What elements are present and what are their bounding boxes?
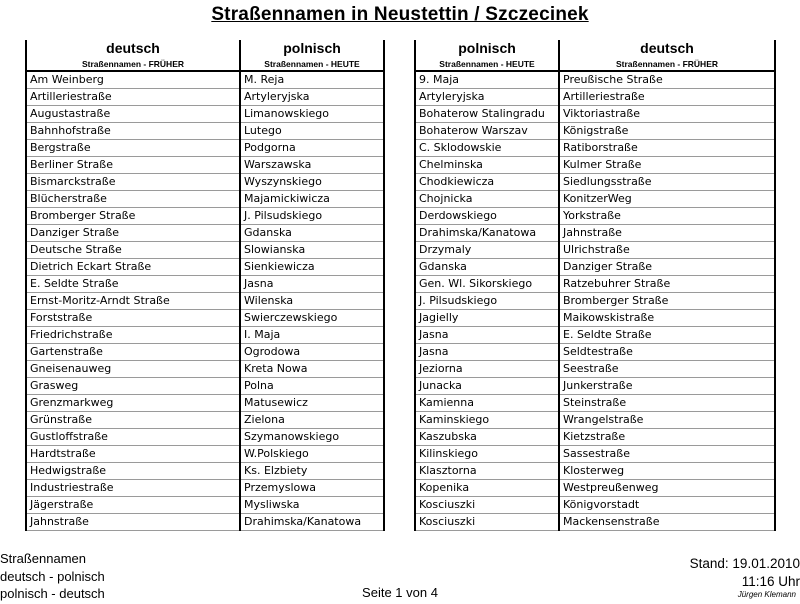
table-cell: Gartenstraße — [26, 344, 240, 361]
table-cell: Bromberger Straße — [26, 208, 240, 225]
table-cell: Wyszynskiego — [240, 174, 384, 191]
table-cell: Preußische Straße — [559, 71, 775, 89]
table-row — [26, 293, 384, 310]
table-cell: Derdowskiego — [415, 208, 559, 225]
table-row — [26, 480, 384, 497]
table-cell: Gdanska — [415, 259, 559, 276]
table-row — [26, 412, 384, 429]
table-cell: Kosciuszki — [415, 497, 559, 514]
table-cell: Drahimska/Kanatowa — [240, 514, 384, 531]
table-cell: Bohaterow Stalingradu — [415, 106, 559, 123]
table-cell: Artyleryjska — [415, 89, 559, 106]
table-row — [415, 276, 775, 293]
table-cell: Mysliwska — [240, 497, 384, 514]
table-row — [415, 480, 775, 497]
table-row — [415, 106, 775, 123]
right-street-table — [414, 40, 776, 531]
table-cell: Klasztorna — [415, 463, 559, 480]
table-row — [415, 174, 775, 191]
table-cell: Kopenika — [415, 480, 559, 497]
table-cell: Gdanska — [240, 225, 384, 242]
table-cell: Warszawska — [240, 157, 384, 174]
table-row — [415, 71, 775, 89]
table-cell: Ulrichstraße — [559, 242, 775, 259]
table-cell: W.Polskiego — [240, 446, 384, 463]
table-cell: Podgorna — [240, 140, 384, 157]
table-cell: Chodkiewicza — [415, 174, 559, 191]
left-street-table — [25, 40, 385, 531]
table-cell: Majamickiwicza — [240, 191, 384, 208]
table-cell: Danziger Straße — [26, 225, 240, 242]
table-cell: Limanowskiego — [240, 106, 384, 123]
table-row — [415, 225, 775, 242]
table-cell: J. Pilsudskiego — [415, 293, 559, 310]
table-cell: Wilenska — [240, 293, 384, 310]
table-cell: Ratiborstraße — [559, 140, 775, 157]
table-cell: Bismarckstraße — [26, 174, 240, 191]
table-cell: Hardtstraße — [26, 446, 240, 463]
table-row — [26, 157, 384, 174]
table-cell: Jasna — [415, 327, 559, 344]
table-cell: Artyleryjska — [240, 89, 384, 106]
table-cell: Jasna — [240, 276, 384, 293]
table-row — [415, 157, 775, 174]
table-row — [26, 395, 384, 412]
table-row — [415, 412, 775, 429]
table-cell: Jagielly — [415, 310, 559, 327]
table-cell: Yorkstraße — [559, 208, 775, 225]
table-cell: C. Sklodowskie — [415, 140, 559, 157]
table-cell: Ks. Elzbiety — [240, 463, 384, 480]
table-row — [415, 327, 775, 344]
table-cell: Königvorstadt — [559, 497, 775, 514]
table-row — [415, 123, 775, 140]
table-row — [26, 327, 384, 344]
table-subheader-row — [415, 57, 775, 71]
column-subheader-frueher: Straßennamen - FRÜHER — [26, 57, 240, 71]
table-cell: Kulmer Straße — [559, 157, 775, 174]
stand-time: 11:16 Uhr — [741, 574, 800, 589]
table-cell: Danziger Straße — [559, 259, 775, 276]
table-row — [415, 89, 775, 106]
table-cell: Augustastraße — [26, 106, 240, 123]
stand-date: Stand: 19.01.2010 — [689, 556, 800, 571]
table-cell: KonitzerWeg — [559, 191, 775, 208]
table-cell: J. Pilsudskiego — [240, 208, 384, 225]
table-row — [26, 446, 384, 463]
table-cell: Jeziorna — [415, 361, 559, 378]
table-row — [415, 344, 775, 361]
table-row — [26, 344, 384, 361]
column-subheader-heute: Straßennamen - HEUTE — [240, 57, 384, 71]
table-cell: Seldtestraße — [559, 344, 775, 361]
table-row — [415, 242, 775, 259]
left-table-body — [26, 71, 384, 531]
footer-label-line1: Straßennamen — [0, 551, 86, 566]
column-header-deutsch: deutsch — [26, 40, 240, 57]
table-cell: Bromberger Straße — [559, 293, 775, 310]
table-cell: Jasna — [415, 344, 559, 361]
table-cell: Grenzmarkweg — [26, 395, 240, 412]
table-cell: Jahnstraße — [559, 225, 775, 242]
table-row — [26, 191, 384, 208]
table-cell: Junkerstraße — [559, 378, 775, 395]
table-cell: Jägerstraße — [26, 497, 240, 514]
table-cell: Viktoriastraße — [559, 106, 775, 123]
table-cell: Berliner Straße — [26, 157, 240, 174]
table-cell: Drahimska/Kanatowa — [415, 225, 559, 242]
table-header-row — [26, 40, 384, 57]
table-cell: 9. Maja — [415, 71, 559, 89]
table-row — [415, 429, 775, 446]
table-row — [26, 514, 384, 531]
table-cell: Swierczewskiego — [240, 310, 384, 327]
table-cell: Steinstraße — [559, 395, 775, 412]
table-row — [26, 361, 384, 378]
table-cell: Mackensenstraße — [559, 514, 775, 531]
footer-label-line3: polnisch - deutsch — [0, 586, 105, 601]
table-cell: Ratzebuhrer Straße — [559, 276, 775, 293]
table-row — [415, 310, 775, 327]
table-row — [26, 242, 384, 259]
table-cell: Friedrichstraße — [26, 327, 240, 344]
table-cell: Kaminskiego — [415, 412, 559, 429]
table-cell: Polna — [240, 378, 384, 395]
table-cell: Chelminska — [415, 157, 559, 174]
table-row — [26, 71, 384, 89]
footer-label-line2: deutsch - polnisch — [0, 569, 105, 584]
table-cell: Slowianska — [240, 242, 384, 259]
column-header-polnisch: polnisch — [415, 40, 559, 57]
table-cell: E. Seldte Straße — [559, 327, 775, 344]
document-title: Straßennamen in Neustettin / Szczecinek — [211, 4, 589, 25]
table-row — [26, 463, 384, 480]
table-cell: Wrangelstraße — [559, 412, 775, 429]
table-row — [26, 174, 384, 191]
table-row — [26, 276, 384, 293]
table-cell: Sienkiewicza — [240, 259, 384, 276]
table-cell: Seestraße — [559, 361, 775, 378]
column-subheader-frueher: Straßennamen - FRÜHER — [559, 57, 775, 71]
table-cell: Bahnhofstraße — [26, 123, 240, 140]
column-header-polnisch: polnisch — [240, 40, 384, 57]
table-cell: Hedwigstraße — [26, 463, 240, 480]
table-row — [415, 208, 775, 225]
table-cell: Sassestraße — [559, 446, 775, 463]
table-row — [26, 208, 384, 225]
table-cell: Kaszubska — [415, 429, 559, 446]
table-cell: Industriestraße — [26, 480, 240, 497]
table-cell: Gneisenauweg — [26, 361, 240, 378]
table-row — [26, 259, 384, 276]
table-cell: Lutego — [240, 123, 384, 140]
table-cell: Kamienna — [415, 395, 559, 412]
table-cell: Ernst-Moritz-Arndt Straße — [26, 293, 240, 310]
table-subheader-row — [26, 57, 384, 71]
table-row — [415, 293, 775, 310]
table-cell: Junacka — [415, 378, 559, 395]
table-cell: Grünstraße — [26, 412, 240, 429]
table-cell: Ogrodowa — [240, 344, 384, 361]
table-cell: Am Weinberg — [26, 71, 240, 89]
table-cell: Bergstraße — [26, 140, 240, 157]
table-row — [26, 89, 384, 106]
table-cell: Siedlungsstraße — [559, 174, 775, 191]
table-row — [26, 123, 384, 140]
table-cell: Westpreußenweg — [559, 480, 775, 497]
table-cell: Bohaterow Warszav — [415, 123, 559, 140]
table-header-row — [415, 40, 775, 57]
table-cell: Gustloffstraße — [26, 429, 240, 446]
table-cell: Maikowskistraße — [559, 310, 775, 327]
table-cell: Drzymaly — [415, 242, 559, 259]
table-row — [26, 225, 384, 242]
table-row — [415, 497, 775, 514]
table-row — [26, 378, 384, 395]
table-cell: Szymanowskiego — [240, 429, 384, 446]
table-cell: Blücherstraße — [26, 191, 240, 208]
table-row — [415, 514, 775, 531]
table-cell: Kilinskiego — [415, 446, 559, 463]
table-cell: Dietrich Eckart Straße — [26, 259, 240, 276]
table-row — [26, 497, 384, 514]
table-cell: Kosciuszki — [415, 514, 559, 531]
table-cell: E. Seldte Straße — [26, 276, 240, 293]
table-row — [26, 140, 384, 157]
table-row — [26, 106, 384, 123]
author-name: Jürgen Klemann — [737, 590, 796, 599]
table-row — [415, 140, 775, 157]
table-cell: Kietzstraße — [559, 429, 775, 446]
table-cell: Matusewicz — [240, 395, 384, 412]
table-cell: Kreta Nowa — [240, 361, 384, 378]
table-cell: Gen. Wl. Sikorskiego — [415, 276, 559, 293]
table-cell: Chojnicka — [415, 191, 559, 208]
table-row — [415, 361, 775, 378]
column-header-deutsch: deutsch — [559, 40, 775, 57]
table-row — [415, 191, 775, 208]
table-cell: Klosterweg — [559, 463, 775, 480]
table-cell: I. Maja — [240, 327, 384, 344]
table-cell: Zielona — [240, 412, 384, 429]
table-cell: Artilleriestraße — [559, 89, 775, 106]
table-row — [415, 463, 775, 480]
table-row — [415, 378, 775, 395]
table-row — [26, 310, 384, 327]
table-row — [415, 259, 775, 276]
table-cell: M. Reja — [240, 71, 384, 89]
table-cell: Deutsche Straße — [26, 242, 240, 259]
table-row — [26, 429, 384, 446]
table-cell: Grasweg — [26, 378, 240, 395]
table-cell: Königstraße — [559, 123, 775, 140]
right-table-body — [415, 71, 775, 531]
table-cell: Przemyslowa — [240, 480, 384, 497]
table-cell: Forststraße — [26, 310, 240, 327]
table-cell: Artilleriestraße — [26, 89, 240, 106]
table-cell: Jahnstraße — [26, 514, 240, 531]
column-subheader-heute: Straßennamen - HEUTE — [415, 57, 559, 71]
table-row — [415, 395, 775, 412]
table-row — [415, 446, 775, 463]
page-number: Seite 1 von 4 — [362, 585, 438, 600]
